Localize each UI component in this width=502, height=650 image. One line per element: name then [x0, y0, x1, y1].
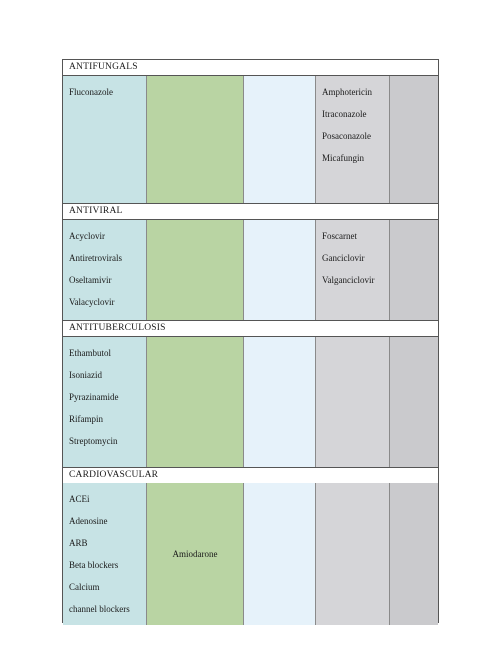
section-cardiovascular: [62, 467, 439, 623]
section-antiviral: [62, 203, 439, 320]
col1-cell: [63, 337, 147, 467]
drug-name: ARB: [69, 538, 88, 548]
drug-name: Adenosine: [69, 516, 108, 526]
drug-name: Posaconazole: [322, 131, 371, 141]
col5-cell: [390, 337, 438, 467]
col4-cell: [316, 220, 390, 320]
col5-cell: [390, 220, 438, 320]
drug-name: Calcium: [69, 582, 100, 592]
col2-cell: [147, 483, 244, 625]
drug-name: channel blockers: [69, 604, 130, 614]
drug-name: Fluconazole: [69, 87, 113, 97]
col3-cell: [244, 337, 316, 467]
col1-cell: [63, 483, 147, 625]
section-header: ANTITUBERCULOSIS: [62, 320, 439, 336]
drug-name: Antiretrovirals: [69, 253, 122, 263]
col5-cell: [390, 483, 438, 625]
col5-cell: [390, 76, 438, 203]
drug-name: Acyclovir: [69, 231, 105, 241]
drug-name: ACEi: [69, 494, 90, 504]
drug-name: Pyrazinamide: [69, 392, 119, 402]
col2-cell: [147, 220, 244, 320]
table-row: [62, 219, 439, 320]
section-header: CARDIOVASCULAR: [62, 467, 439, 483]
drug-name: Amiodarone: [172, 549, 218, 559]
drug-name: Ethambutol: [69, 348, 111, 358]
col4-cell: [316, 483, 390, 625]
drug-name: Ganciclovir: [322, 253, 365, 263]
drug-name: Valacyclovir: [69, 297, 115, 307]
drug-name: Micafungin: [322, 153, 364, 163]
col2-cell: [147, 76, 244, 203]
col2-cell: [147, 337, 244, 467]
drug-name: Beta blockers: [69, 560, 119, 570]
col3-cell: [244, 220, 316, 320]
col4-cell: [316, 337, 390, 467]
col3-cell: [244, 76, 316, 203]
table-row: [62, 336, 439, 467]
drug-name: Rifampin: [69, 414, 103, 424]
drug-name: Itraconazole: [322, 109, 367, 119]
drug-name: Amphotericin: [322, 87, 372, 97]
col1-cell: [63, 76, 147, 203]
drug-name: Valganciclovir: [322, 275, 375, 285]
drug-name: Streptomycin: [69, 436, 118, 446]
col4-cell: [316, 76, 390, 203]
col1-cell: [63, 220, 147, 320]
section-header: ANTIFUNGALS: [62, 59, 439, 75]
section-antituberculosis: [62, 320, 439, 467]
drug-table: [62, 59, 439, 623]
drug-name: Isoniazid: [69, 370, 102, 380]
drug-name: Oseltamivir: [69, 275, 112, 285]
table-row: [62, 75, 439, 203]
table-row: [62, 483, 439, 623]
drug-name: Foscarnet: [322, 231, 357, 241]
section-antifungals: [62, 59, 439, 203]
section-header: ANTIVIRAL: [62, 203, 439, 219]
col3-cell: [244, 483, 316, 625]
